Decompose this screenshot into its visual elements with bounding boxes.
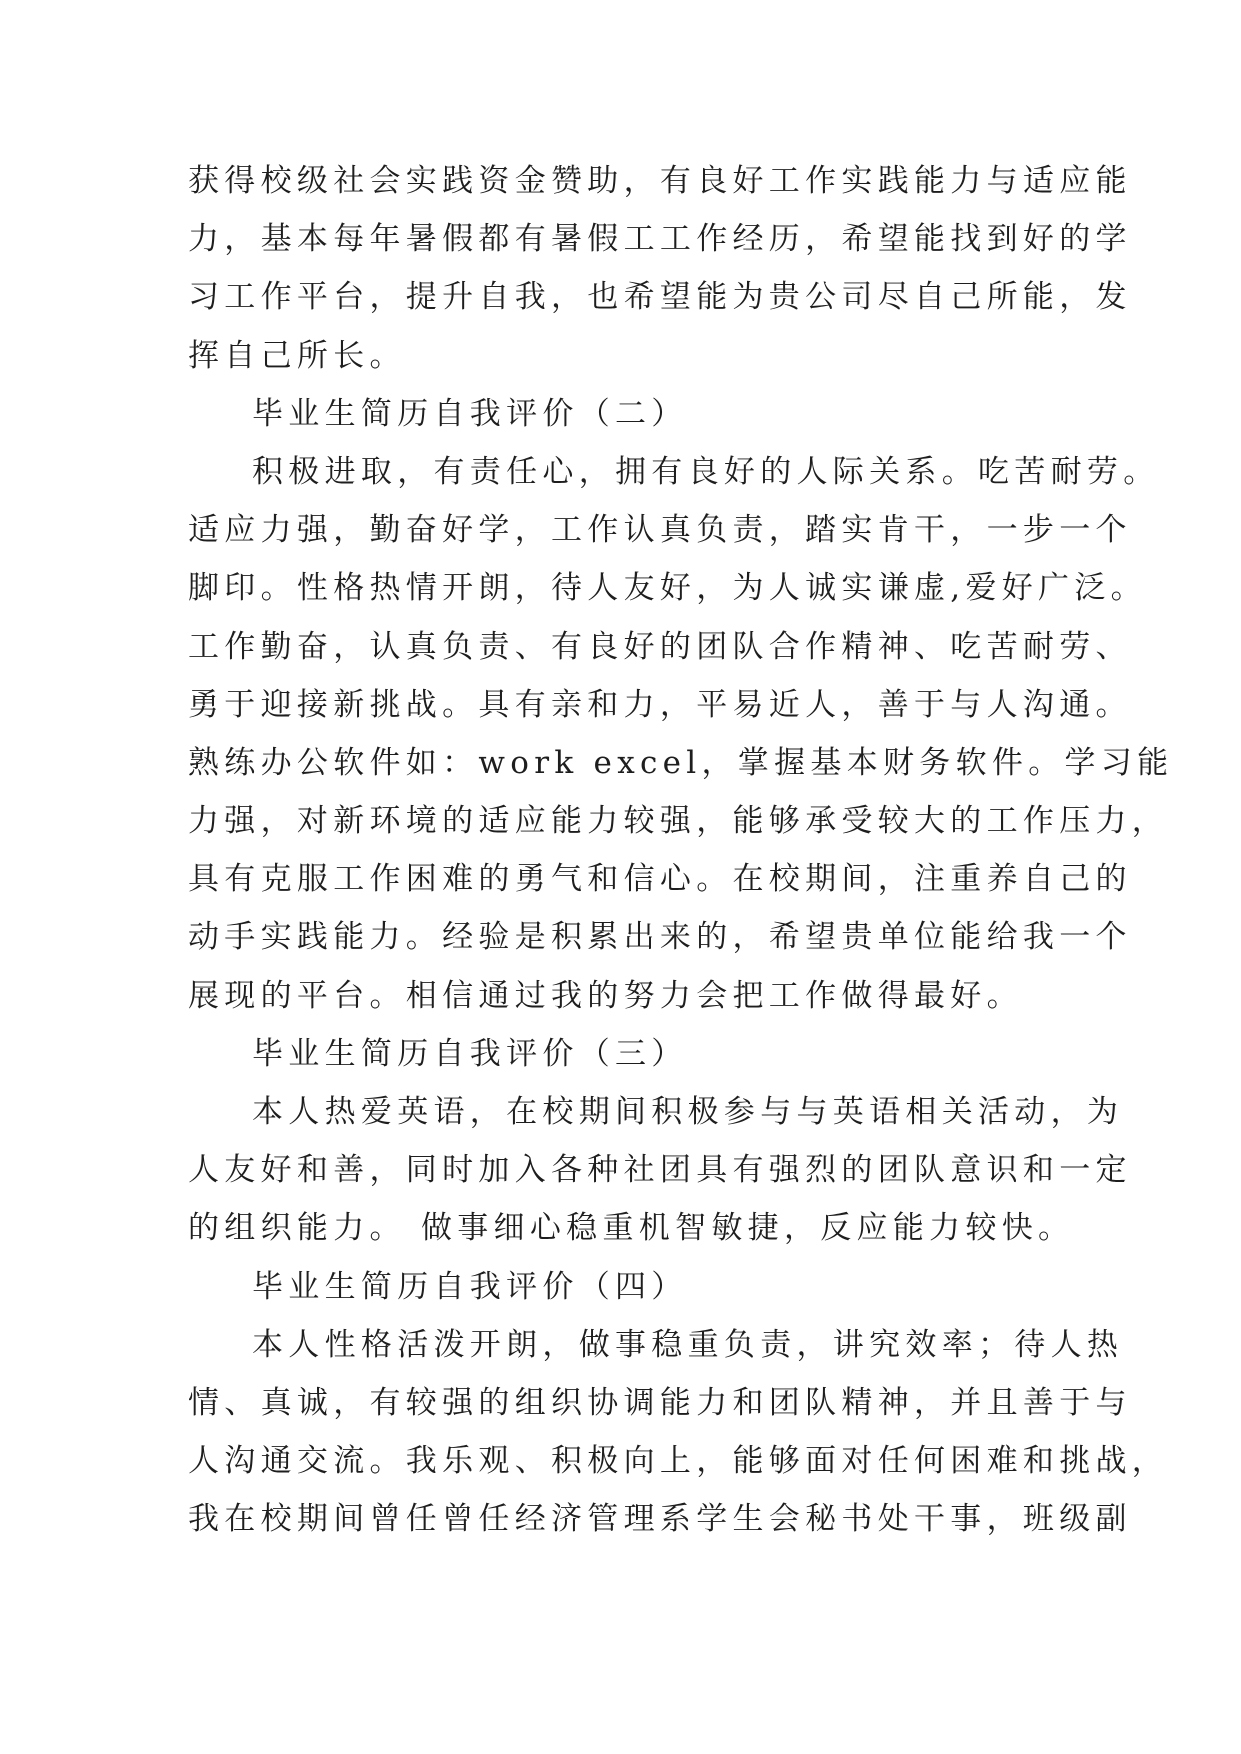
text-line: 获得校级社会实践资金赞助，有良好工作实践能力与适应能 (188, 163, 1132, 199)
text-line: 的组织能力。 做事细心稳重机智敏捷，反应能力较快。 (188, 1210, 1075, 1247)
text-line: 脚印。性格热情开朗，待人友好，为人诚实谦虚,爱好广泛。 (188, 570, 1147, 607)
text-line: 具有克服工作困难的勇气和信心。在校期间，注重养自己的 (188, 861, 1132, 898)
text-line: 工作勤奋，认真负责、有良好的团队合作精神、吃苦耐劳、 (188, 628, 1132, 665)
text-line: 我在校期间曾任曾任经济管理系学生会秘书处干事，班级副 (188, 1501, 1132, 1538)
text-line: 习工作平台，提升自我，也希望能为贵公司尽自己所能，发 (188, 279, 1132, 316)
section-heading: 毕业生简历自我评价（三） (252, 1035, 688, 1072)
text-line: 熟练办公软件如：work excel，掌握基本财务软件。学习能 (188, 744, 1174, 781)
document-text (188, 152, 1174, 1549)
text-line: 展现的平台。相信通过我的努力会把工作做得最好。 (188, 977, 1023, 1014)
text-line: 动手实践能力。经验是积累出来的，希望贵单位能给我一个 (188, 919, 1132, 956)
text-line: 适应力强，勤奋好学，工作认真负责，踏实肯干，一步一个 (188, 512, 1132, 549)
section-heading: 毕业生简历自我评价（四） (252, 1268, 688, 1305)
paragraph-first-line: 积极进取，有责任心，拥有良好的人际关系。吃苦耐劳。 (252, 453, 1160, 490)
text-line: 挥自己所长。 (188, 337, 406, 374)
text-line: 人友好和善，同时加入各种社团具有强烈的团队意识和一定 (188, 1152, 1132, 1189)
paragraph-first-line: 本人热爱英语，在校期间积极参与与英语相关活动，为 (252, 1094, 1124, 1130)
section-heading: 毕业生简历自我评价（二） (252, 395, 688, 432)
text-line: 情、真诚，有较强的组织协调能力和团队精神，并且善于与 (188, 1384, 1132, 1421)
text-line: 人沟通交流。我乐观、积极向上，能够面对任何困难和挑战， (188, 1443, 1169, 1480)
text-line: 力，基本每年暑假都有暑假工工作经历，希望能找到好的学 (188, 221, 1132, 258)
text-line: 勇于迎接新挑战。具有亲和力，平易近人，善于与人沟通。 (188, 686, 1132, 723)
text-line: 力强，对新环境的适应能力较强，能够承受较大的工作压力， (188, 803, 1169, 840)
paragraph-first-line: 本人性格活泼开朗，做事稳重负责，讲究效率；待人热 (252, 1326, 1124, 1363)
